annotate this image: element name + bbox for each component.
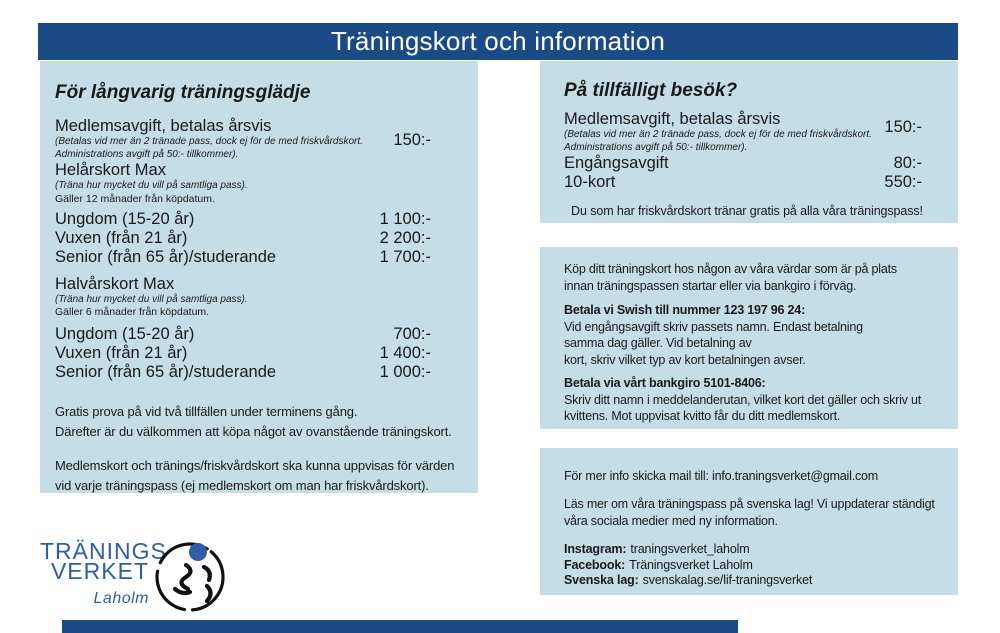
visit-membership-fee-price: 150:-: [884, 118, 922, 136]
payment-panel: [540, 247, 958, 429]
full-year-card-validity: Gäller 12 månader från köpdatum.: [55, 192, 215, 205]
page-title: Träningskort och information: [330, 26, 666, 56]
swish-heading: Betala vi Swish till nummer 123 197 96 24:: [564, 303, 806, 317]
logo-line-1: TRÄNINGS: [40, 538, 167, 564]
price-row: [55, 248, 464, 267]
price-row-value: 1 000:-: [379, 363, 431, 381]
footer-accent-bar: [62, 620, 738, 633]
temporary-visit-panel: [540, 61, 958, 223]
price-row: [55, 210, 464, 229]
price-row: [55, 229, 464, 248]
instagram-label: Instagram:: [564, 542, 627, 556]
friskvardskort-note: Du som har friskvårdskort tränar gratis på alla våra träningspass!: [571, 204, 923, 218]
runner-logo-icon: [152, 537, 228, 617]
instagram-line: [564, 542, 948, 558]
logo-wordmark: [40, 538, 167, 607]
card-display-rule-line-1: Medlemskort och tränings/friskvårdskort ska kunna uppvisas för värden: [55, 458, 455, 473]
visit-membership-fee-note-2: Administrations avgift på 50:- tillkommer).: [564, 141, 748, 153]
more-info-line-1: Läs mer om våra träningspass på svenska lag! Vi uppdaterar ständigt: [564, 497, 935, 511]
swish-line-3: kort, skriv vilket typ av kort betalningen avser.: [564, 352, 806, 367]
facebook-label: Facebook:: [564, 557, 626, 572]
price-row-label: Engångsavgift: [564, 154, 669, 172]
svenskalag-line: [564, 573, 948, 589]
half-year-card-title: Halvårskort Max: [55, 274, 175, 293]
full-year-card-title: Helårskort Max: [55, 161, 166, 179]
half-year-card-validity: Gäller 6 månader från köpdatum.: [55, 306, 210, 318]
facebook-handle: Träningsverket Laholm: [629, 557, 753, 572]
swish-line-2: samma dag gäller. Vid betalning av: [564, 336, 752, 350]
price-row-value: 1 100:-: [379, 209, 431, 228]
price-row: [55, 363, 464, 382]
price-row: [55, 325, 464, 344]
payment-intro-line-2: innan träningspassen startar eller via bankgiro i förväg.: [564, 278, 857, 293]
visit-membership-fee-note-1: (Betalas vid mer än 2 tränade pass, dock ej för de med friskvårdskort.: [564, 129, 872, 140]
half-year-card-note: (Träna hur mycket du vill på samtliga pass).: [55, 293, 248, 305]
social-links: [564, 542, 948, 589]
half-year-card-block: [55, 275, 464, 319]
price-row-value: 550:-: [884, 172, 922, 191]
swish-line-1: Vid engångsavgift skriv passets namn. Endast betalning: [564, 319, 863, 334]
price-row: [564, 154, 944, 173]
price-row-value: 1 400:-: [379, 344, 431, 362]
logo-city: Laholm: [93, 590, 149, 607]
bankgiro-line-1: Skriv ditt namn i meddelanderutan, vilket kort det gäller och skriv ut: [564, 392, 922, 407]
long-term-heading: För långvarig träningsglädje: [55, 82, 311, 103]
price-row-label: Vuxen (från 21 år): [55, 344, 188, 362]
contact-info-panel: [540, 448, 958, 595]
long-term-panel: [40, 61, 478, 493]
facebook-line: [564, 558, 948, 574]
bankgiro-line-2: kvittens. Mot uppvisat kvitto får du ditt medlemskort.: [564, 409, 841, 423]
trial-offer-line-2: Därefter är du välkommen att köpa något av ovanstående träningskort.: [55, 423, 452, 439]
membership-fee-label: Medlemsavgift, betalas årsvis: [55, 117, 272, 135]
card-display-rule-text: [55, 456, 464, 493]
visit-membership-fee-label: Medlemsavgift, betalas årsvis: [564, 110, 781, 128]
header-bar: [38, 23, 958, 60]
instagram-handle: traningsverket_laholm: [630, 542, 750, 556]
more-info-line-2: våra sociala medier med ny information.: [564, 514, 778, 528]
price-row-label: 10-kort: [564, 172, 616, 191]
bankgiro-heading: Betala via vårt bankgiro 5101-8406:: [564, 376, 766, 390]
payment-intro-line-1: Köp ditt träningskort hos någon av våra värdar som är på plats: [564, 262, 897, 276]
svenskalag-label: Svenska lag:: [564, 573, 639, 587]
visit-membership-fee-row: [564, 110, 944, 154]
trial-offer-line-1: Gratis prova på vid två tillfällen under terminens gång.: [55, 404, 358, 419]
price-row-value: 700:-: [393, 325, 431, 343]
membership-fee-row: [55, 117, 464, 161]
price-row-value: 1 700:-: [379, 247, 431, 266]
price-row-label: Senior (från 65 år)/studerande: [55, 247, 277, 266]
visit-price-list: [564, 154, 944, 191]
card-display-rule-line-2: vid varje träningspass (ej medlemskort om man har friskvårdskort).: [55, 477, 429, 493]
trial-offer-text: [55, 402, 464, 441]
temporary-visit-heading: På tillfälligt besök?: [564, 80, 738, 101]
membership-fee-note-1: (Betalas vid mer än 2 tränade pass, dock ej för de med friskvårdskort.: [55, 136, 363, 147]
full-year-card-block: [55, 161, 464, 205]
mail-info-line: För mer info skicka mail till: info.traningsverket@gmail.com: [564, 469, 878, 483]
svenskalag-url: svenskalag.se/lif-traningsverket: [642, 573, 813, 587]
price-row: [55, 344, 464, 363]
membership-fee-price: 150:-: [393, 131, 431, 149]
price-row-value: 80:-: [893, 154, 922, 172]
price-row-label: Ungdom (15-20 år): [55, 325, 195, 343]
membership-fee-note-2: Administrations avgift på 50:- tillkommer).: [55, 148, 239, 160]
price-row: [564, 173, 944, 192]
full-year-price-list: [55, 210, 464, 267]
half-year-price-list: [55, 325, 464, 382]
price-row-value: 2 200:-: [379, 228, 431, 247]
logo-line-2: VERKET: [50, 558, 149, 584]
price-row-label: Ungdom (15-20 år): [55, 209, 195, 228]
full-year-card-note: (Träna hur mycket du vill på samtliga pass).: [55, 180, 248, 191]
price-row-label: Vuxen (från 21 år): [55, 228, 188, 247]
price-row-label: Senior (från 65 år)/studerande: [55, 363, 277, 381]
